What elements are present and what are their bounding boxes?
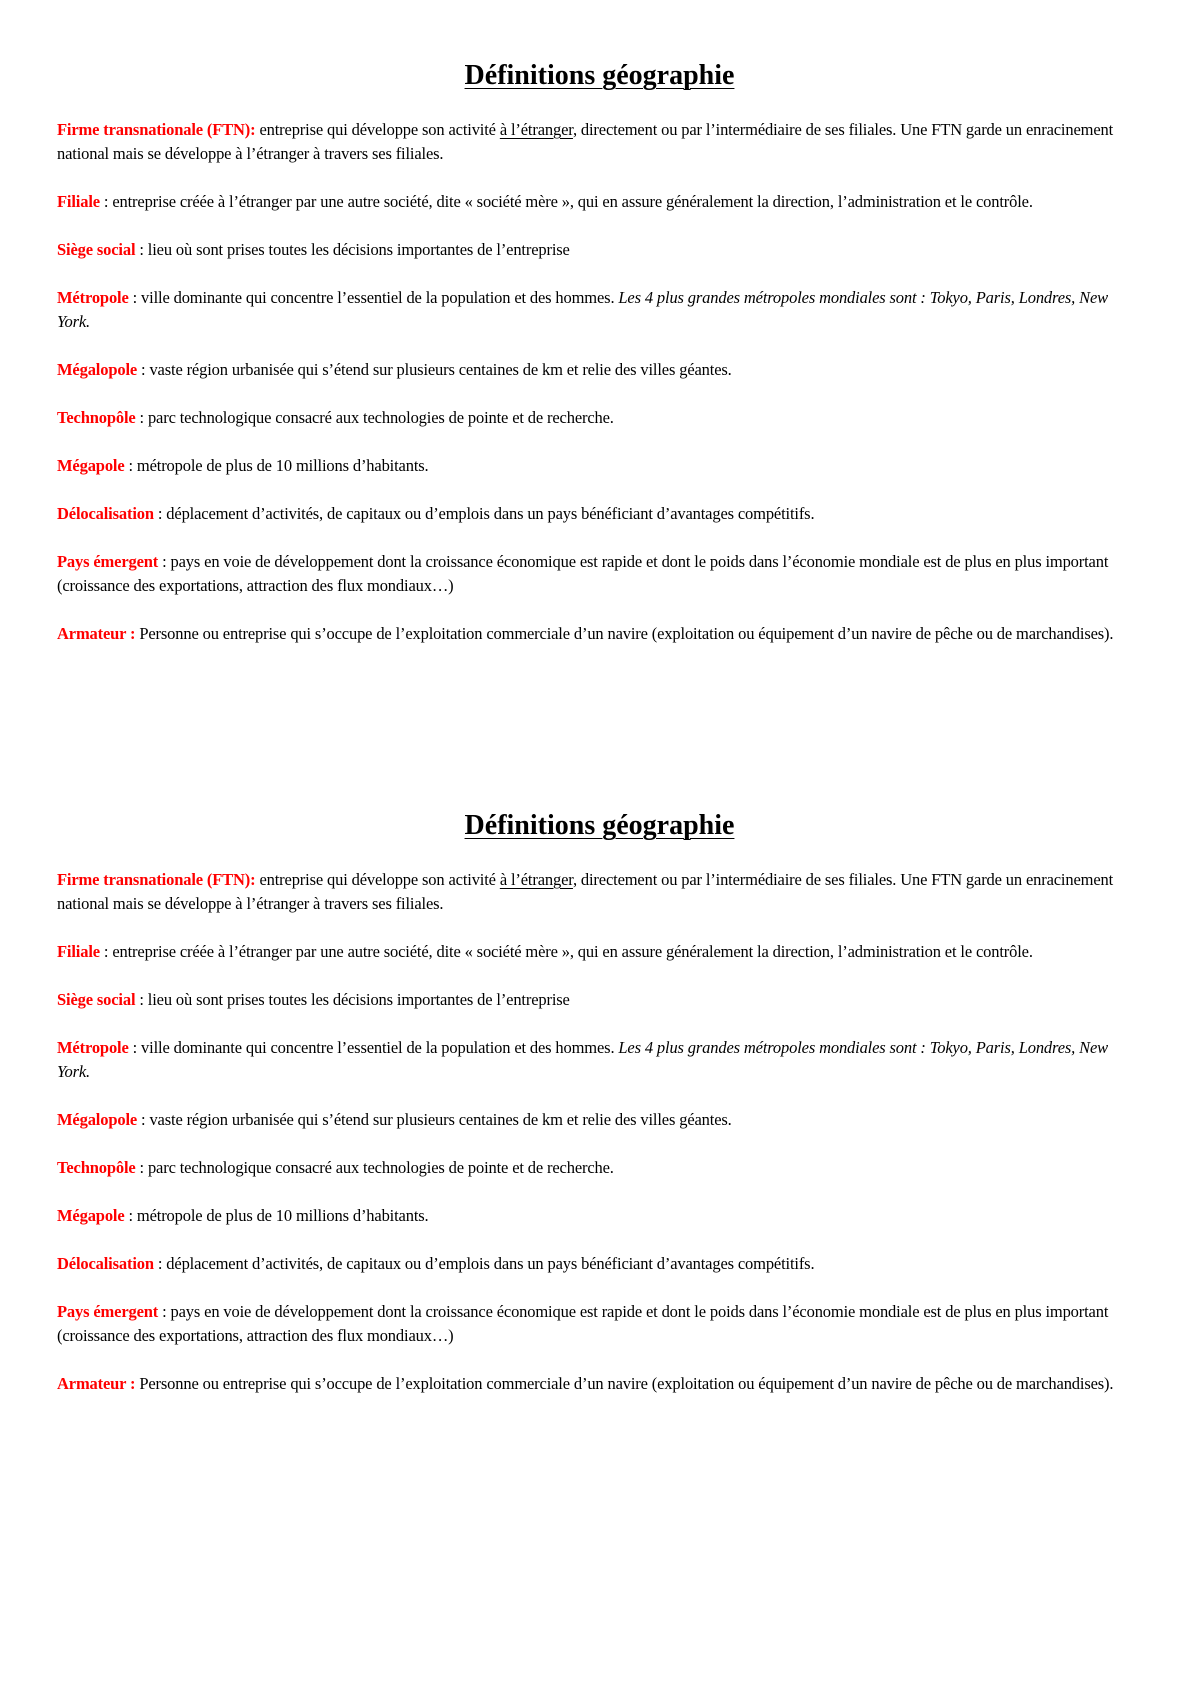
definition-technopole: Technopôle : parc technologique consacré aux technologies de pointe et de recherche.	[57, 408, 614, 427]
definitions-block-2	[57, 806, 1142, 1420]
term-megapole: Mégapole	[57, 1206, 125, 1225]
definition-megapole: Mégapole : métropole de plus de 10 millions d’habitants.	[57, 456, 429, 475]
term-siege-social: Siège social	[57, 990, 136, 1009]
term-ftn: Firme transnationale (FTN):	[57, 870, 256, 889]
definition-siege-social: Siège social : lieu où sont prises toutes les décisions importantes de l’entreprise	[57, 990, 570, 1009]
definition-armateur: Armateur : Personne ou entreprise qui s’occupe de l’exploitation commerciale d’un navire (exploitation ou équipement d’un navire de pêche ou de marchandises).	[57, 1374, 1114, 1393]
term-megapole: Mégapole	[57, 456, 125, 475]
definition-armateur: Armateur : Personne ou entreprise qui s’occupe de l’exploitation commerciale d’un navire (exploitation ou équipement d’un navire de pêche ou de marchandises).	[57, 624, 1114, 643]
term-technopole: Technopôle	[57, 1158, 136, 1177]
term-delocalisation: Délocalisation	[57, 1254, 154, 1273]
definition-delocalisation: Délocalisation : déplacement d’activités, de capitaux ou d’emplois dans un pays bénéficiant d’avantages compétitifs.	[57, 1254, 815, 1273]
definition-megalopole: Mégalopole : vaste région urbanisée qui s’étend sur plusieurs centaines de km et relie des villes géantes.	[57, 360, 732, 379]
term-armateur: Armateur :	[57, 1374, 136, 1393]
term-pays-emergent: Pays émergent	[57, 552, 159, 571]
definition-pays-emergent: Pays émergent : pays en voie de développement dont la croissance économique est rapide et dont le poids dans l’économie mondiale est de plus en plus important (croissance des exportations, attraction des flux mondiaux…)	[57, 552, 1109, 595]
term-megalopole: Mégalopole	[57, 360, 138, 379]
term-metropole: Métropole	[57, 288, 129, 307]
term-technopole: Technopôle	[57, 408, 136, 427]
term-ftn: Firme transnationale (FTN):	[57, 120, 256, 139]
term-pays-emergent: Pays émergent	[57, 1302, 159, 1321]
term-siege-social: Siège social	[57, 240, 136, 259]
definition-pays-emergent: Pays émergent : pays en voie de développement dont la croissance économique est rapide et dont le poids dans l’économie mondiale est de plus en plus important (croissance des exportations, attraction des flux mondiaux…)	[57, 1302, 1109, 1345]
term-filiale: Filiale	[57, 192, 100, 211]
term-delocalisation: Délocalisation	[57, 504, 154, 523]
definition-ftn: Firme transnationale (FTN): entreprise qui développe son activité à l’étranger, directement ou par l’intermédiaire de ses filiales. Une FTN garde un enracinement national mais se développe à l’étranger à travers ses filiales.	[57, 870, 1114, 913]
definition-megapole: Mégapole : métropole de plus de 10 millions d’habitants.	[57, 1206, 429, 1225]
definition-delocalisation: Délocalisation : déplacement d’activités, de capitaux ou d’emplois dans un pays bénéficiant d’avantages compétitifs.	[57, 504, 815, 523]
definition-megalopole: Mégalopole : vaste région urbanisée qui s’étend sur plusieurs centaines de km et relie des villes géantes.	[57, 1110, 732, 1129]
page-title: Définitions géographie	[464, 810, 735, 841]
definition-metropole: Métropole : ville dominante qui concentre l’essentiel de la population et des hommes. Les 4 plus grandes métropoles mondiales sont : Tokyo, Paris, Londres, New York.	[57, 1038, 1108, 1081]
term-filiale: Filiale	[57, 942, 100, 961]
term-megalopole: Mégalopole	[57, 1110, 138, 1129]
definition-siege-social: Siège social : lieu où sont prises toutes les décisions importantes de l’entreprise	[57, 240, 570, 259]
definition-filiale: Filiale : entreprise créée à l’étranger par une autre société, dite « société mère », qui en assure généralement la direction, l’administration et le contrôle.	[57, 942, 1033, 961]
definition-filiale: Filiale : entreprise créée à l’étranger par une autre société, dite « société mère », qui en assure généralement la direction, l’administration et le contrôle.	[57, 192, 1033, 211]
term-armateur: Armateur :	[57, 624, 136, 643]
definitions-block-1	[57, 56, 1142, 670]
term-metropole: Métropole	[57, 1038, 129, 1057]
definition-ftn: Firme transnationale (FTN): entreprise qui développe son activité à l’étranger, directement ou par l’intermédiaire de ses filiales. Une FTN garde un enracinement national mais se développe à l’étranger à travers ses filiales.	[57, 120, 1114, 163]
page-title: Définitions géographie	[464, 60, 735, 91]
definition-metropole: Métropole : ville dominante qui concentre l’essentiel de la population et des hommes. Les 4 plus grandes métropoles mondiales sont : Tokyo, Paris, Londres, New York.	[57, 288, 1108, 331]
definition-technopole: Technopôle : parc technologique consacré aux technologies de pointe et de recherche.	[57, 1158, 614, 1177]
